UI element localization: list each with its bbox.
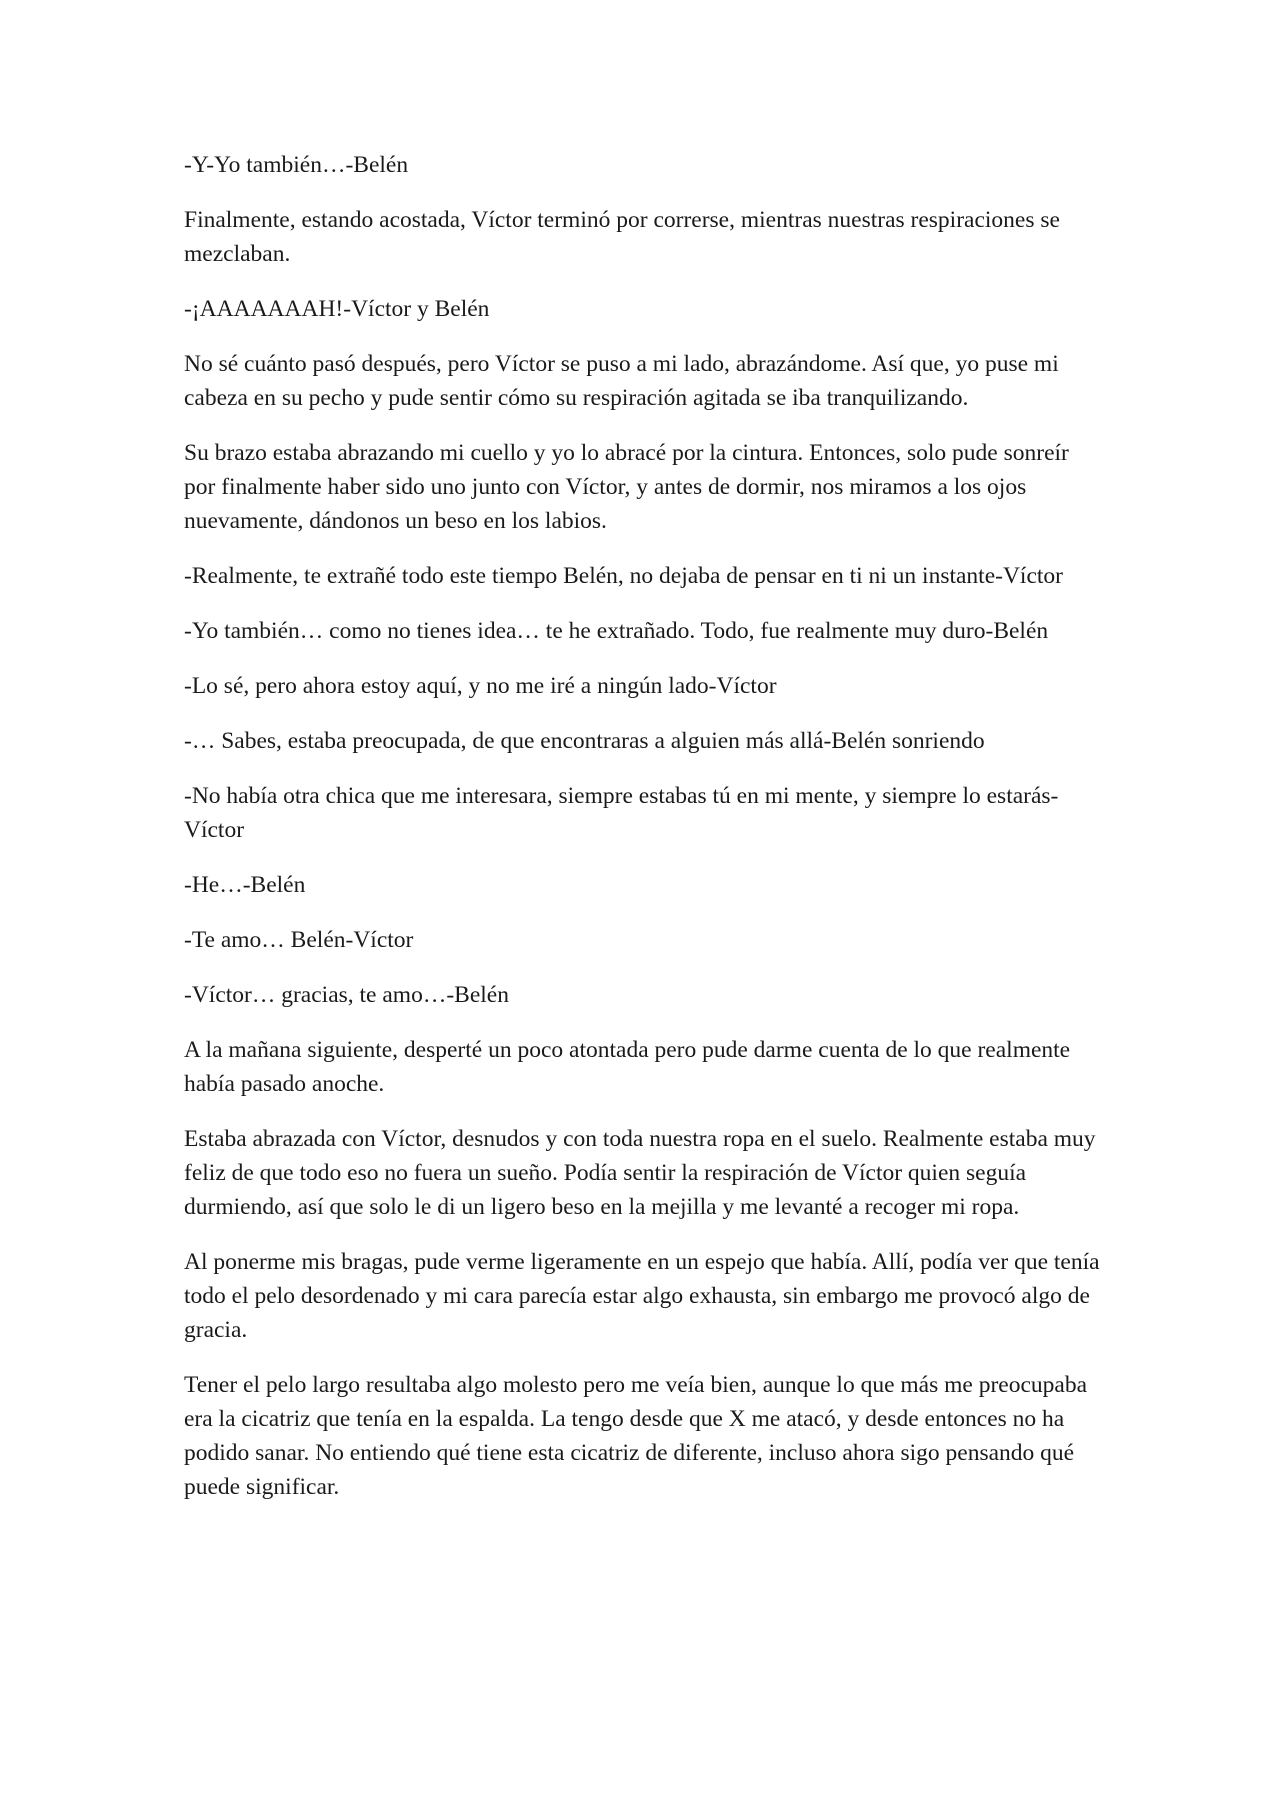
paragraph: Su brazo estaba abrazando mi cuello y yo lo abracé por la cintura. Entonces, solo pude sonreír por finalmente haber sido uno junto con Víctor, y antes de dormir, nos miramos a los ojos nuevamente, dándonos un beso en los labios. (184, 440, 1069, 534)
paragraph: -Víctor… gracias, te amo…-Belén (184, 982, 509, 1008)
paragraph: No sé cuánto pasó después, pero Víctor se puso a mi lado, abrazándome. Así que, yo puse mi cabeza en su pecho y pude sentir cómo su respiración agitada se iba tranquilizando. (184, 351, 1059, 411)
paragraph: -Yo también… como no tienes idea… te he extrañado. Todo, fue realmente muy duro-Belén (184, 618, 1049, 644)
paragraph: Tener el pelo largo resultaba algo molesto pero me veía bien, aunque lo que más me preocupaba era la cicatriz que tenía en la espalda. La tengo desde que X me atacó, y desde entonces no ha podido sanar. No entiendo qué tiene esta cicatriz de diferente, incluso ahora sigo pensando qué puede significar. (184, 1372, 1087, 1500)
paragraph: -¡AAAAAAAH!-Víctor y Belén (184, 296, 490, 322)
paragraph: -Te amo… Belén-Víctor (184, 927, 414, 953)
paragraph: Estaba abrazada con Víctor, desnudos y con toda nuestra ropa en el suelo. Realmente estaba muy feliz de que todo eso no fuera un sueño. Podía sentir la respiración de Víctor quien seguía durmiendo, así que solo le di un ligero beso en la mejilla y me levanté a recoger mi ropa. (184, 1126, 1096, 1220)
paragraph: -Realmente, te extrañé todo este tiempo Belén, no dejaba de pensar en ti ni un instante-Víctor (184, 563, 1063, 589)
paragraph: -No había otra chica que me interesara, siempre estabas tú en mi mente, y siempre lo estarás-Víctor (184, 783, 1059, 843)
paragraph: -Y-Yo también…-Belén (184, 152, 409, 178)
paragraph: -… Sabes, estaba preocupada, de que encontraras a alguien más allá-Belén sonriendo (184, 728, 985, 754)
document-body (184, 148, 1102, 1525)
paragraph: A la mañana siguiente, desperté un poco atontada pero pude darme cuenta de lo que realmente había pasado anoche. (184, 1037, 1071, 1097)
paragraph: -He…-Belén (184, 872, 306, 898)
paragraph: Finalmente, estando acostada, Víctor terminó por correrse, mientras nuestras respiraciones se mezclaban. (184, 207, 1060, 267)
paragraph: Al ponerme mis bragas, pude verme ligeramente en un espejo que había. Allí, podía ver que tenía todo el pelo desordenado y mi cara parecía estar algo exhausta, sin embargo me provocó algo de gracia. (184, 1249, 1100, 1343)
paragraph: -Lo sé, pero ahora estoy aquí, y no me iré a ningún lado-Víctor (184, 673, 777, 699)
